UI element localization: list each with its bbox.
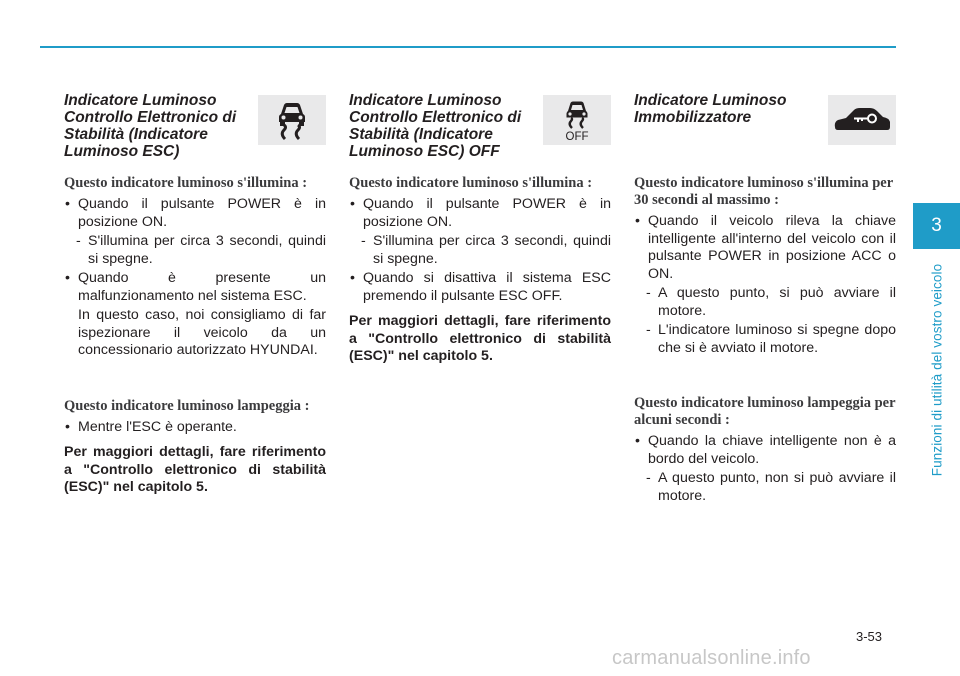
- section-header: [349, 92, 611, 162]
- list-item: • Quando la chiave intelligente non è a bordo del veicolo.: [634, 433, 896, 468]
- esc-off-icon-box: [543, 95, 611, 145]
- page-number: 3-53: [856, 629, 883, 644]
- paragraph: In questo caso, noi consigliamo di far ispezionare il veicolo da un concessionario autorizzato HYUNDAI.: [78, 307, 326, 358]
- chapter-tab: 3: [913, 203, 960, 249]
- section-title: Indicatore Luminoso Controllo Elettronico di Stabilità (Indicatore Luminoso ESC) OFF: [349, 92, 522, 160]
- list-subitem: - L'indicatore luminoso si spegne dopo che si è avviato il motore.: [646, 322, 896, 356]
- subheading: Questo indicatore luminoso s'illumina :: [349, 175, 593, 191]
- section-esc-off: [349, 92, 611, 366]
- watermark: carmanualsonline.info: [612, 647, 811, 669]
- car-key-icon: [832, 103, 892, 137]
- list-subitem: - A questo punto, si può avviare il motore.: [646, 285, 896, 319]
- immobilizer-icon-box: [828, 95, 896, 145]
- list-item: • Mentre l'ESC è operante.: [64, 419, 326, 437]
- chapter-title: Funzioni di utilità del vostro veicolo: [929, 263, 945, 477]
- section-title: Indicatore Luminoso Controllo Elettronico di Stabilità (Indicatore Luminoso ESC): [64, 92, 237, 160]
- off-label: OFF: [565, 131, 589, 142]
- section-header: [634, 92, 896, 162]
- list-subitem-text: S'illumina per circa 3 secondi, quindi si spegne.: [88, 233, 326, 267]
- list-subitem: - S'illumina per circa 3 secondi, quindi si spegne.: [361, 233, 611, 267]
- section-title: Indicatore Luminoso Immobilizzatore: [634, 92, 787, 126]
- list-subitem: - S'illumina per circa 3 secondi, quindi si spegne.: [76, 233, 326, 267]
- list-item: • Quando il pulsante POWER è in posizione ON.: [349, 196, 611, 231]
- list-subitem-text: A questo punto, si può avviare il motore.: [658, 285, 896, 319]
- list-item: • Quando il veicolo rileva la chiave intelligente all'interno del veicolo con il pulsante POWER in posizione ACC o ON.: [634, 213, 896, 283]
- list-subitem-text: S'illumina per circa 3 secondi, quindi si spegne.: [373, 233, 611, 267]
- esc-icon-box: [258, 95, 326, 145]
- reference-note: Per maggiori dettagli, fare riferimento a "Controllo elettronico di stabilità (ESC)" nel capitolo 5.: [64, 444, 326, 495]
- subheading: Questo indicatore luminoso s'illumina :: [64, 175, 308, 191]
- esc-off-icon: [557, 98, 597, 142]
- reference-note: Per maggiori dettagli, fare riferimento a "Controllo elettronico di stabilità (ESC)" nel capitolo 5.: [349, 313, 611, 364]
- subheading: Questo indicatore luminoso lampeggia per alcuni secondi :: [634, 395, 896, 428]
- subheading: Questo indicatore luminoso lampeggia :: [64, 397, 310, 414]
- list-item: • Quando il pulsante POWER è in posizione ON.: [64, 196, 326, 231]
- header-rule: [40, 46, 896, 48]
- list-item: • Quando si disattiva il sistema ESC premendo il pulsante ESC OFF.: [349, 270, 611, 305]
- section-header: [64, 92, 326, 162]
- section-esc: [64, 92, 326, 497]
- list-subitem-text: L'indicatore luminoso si spegne dopo che si è avviato il motore.: [658, 322, 896, 356]
- list-item: • Quando è presente un malfunzionamento nel sistema ESC.: [64, 270, 326, 305]
- section-immobilizer: [634, 92, 896, 507]
- subheading: Questo indicatore luminoso s'illumina per 30 secondi al massimo :: [634, 175, 893, 208]
- list-subitem-text: A questo punto, non si può avviare il motore.: [658, 470, 896, 504]
- esc-skid-icon: [272, 99, 312, 141]
- list-subitem: - A questo punto, non si può avviare il motore.: [646, 470, 896, 504]
